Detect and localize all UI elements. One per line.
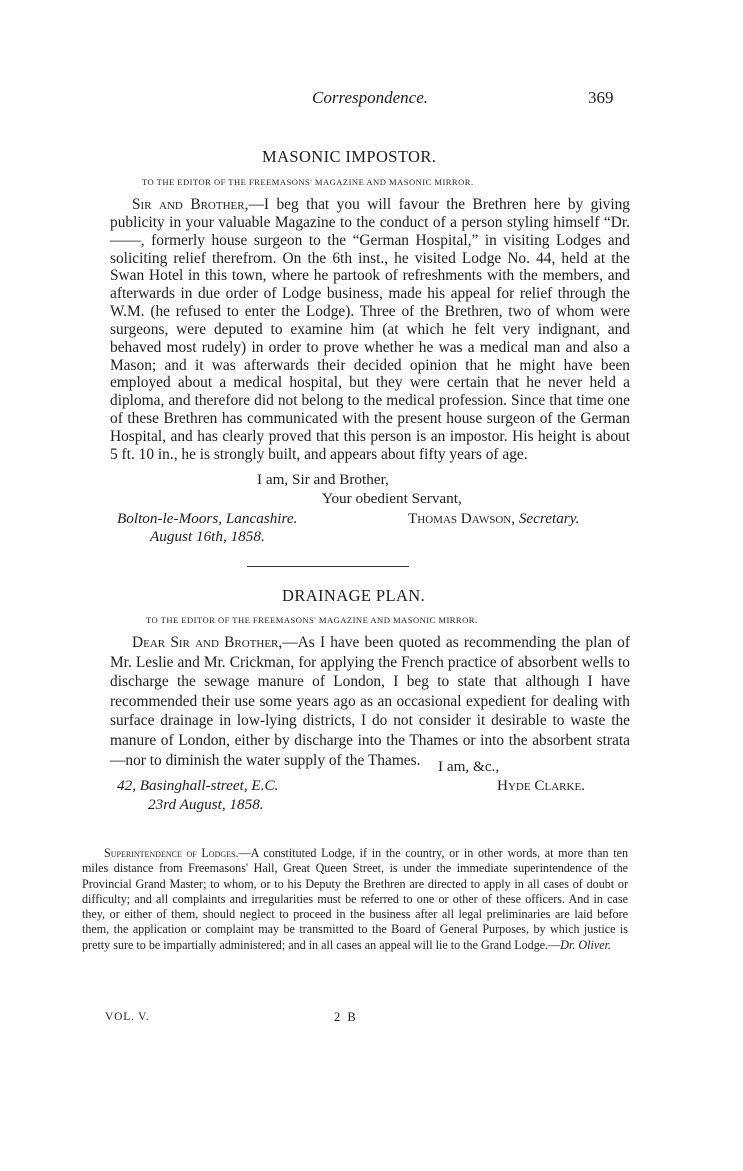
salutation: Sir and Brother, [132, 196, 249, 213]
letter-address: 42, Basinghall-street, E.C. [117, 777, 279, 794]
signer-name: Hyde Clarke. [497, 777, 585, 794]
letter-place: Bolton-le-Moors, Lancashire. [117, 510, 298, 527]
letter-date: 23rd August, 1858. [148, 796, 264, 813]
article-body [110, 196, 630, 464]
signer-name: Thomas Dawson, [408, 510, 516, 527]
article-subheading: TO THE EDITOR OF THE FREEMASONS' MAGAZINE AND MASONIC MIRROR. [146, 615, 478, 625]
volume-label: VOL. V. [105, 1011, 150, 1023]
footnote-attribution: Dr. Oliver. [560, 937, 611, 952]
closing-line-1: I am, Sir and Brother, [257, 471, 389, 488]
footnote-lead: Superintendence of Lodges. [104, 846, 239, 860]
signer [408, 510, 579, 528]
section-divider [247, 566, 409, 567]
signer-title: Secretary. [518, 510, 580, 527]
footnote-body: —A constituted Lodge, if in the country, or in other words, at more than ten miles distance from Freemasons' Hall, Great Queen Street, is under the immediate superintendence of the Provincial Grand Master; to whom, or to his Deputy the Brethren are directed to apply in all cases of doubt or difficulty; and all complaints and irregularities must be referred to one or other of these officers. And in case they, or either of them, should neglect to proceed in the business after all legal preliminaries are laid before them, the application or complaint may be transmitted to the Board of General Purposes, by which justice is pretty sure to be impartially administered; and in all cases an appeal will lie to the Grand Lodge.— [82, 846, 628, 952]
body-text: —I beg that you will favour the Brethren here by giving publicity in your valuable Magazine to the conduct of a person styling himself “Dr. ——, formerly house surgeon to the “German Hospital,” in visiting Lodges and soliciting relief therefrom. On the 6th inst., he visited Lodge No. 44, held at the Swan Hotel in this town, where he partook of refreshments with the members, and afterwards in due order of Lodge business, made his appeal for relief through the W.M. (he refused to enter the Lodge). Three of the Brethren, two of whom were surgeons, were deputed to examine him (at which he felt very indignant, and behaved most rudely) in order to prove whether he was a medical man and also a Mason; and it was afterwards their decided opinion that he might have been employed about a medical hospital, but they were certain that he never held a diploma, and therefore did not belong to the medical profession. Since that time one of these Brethren has communicated with the present house surgeon of the German Hospital, and has clearly proved that this person is an impostor. His height is about 5 ft. 10 in., he is strongly built, and appears about fifty years of age. [110, 196, 631, 463]
closing-line-2: Your obedient Servant, [322, 490, 462, 507]
signature-mark: 2 B [334, 1010, 358, 1024]
letter-date: August 16th, 1858. [150, 528, 265, 545]
page-number: 369 [588, 88, 614, 107]
footnote [82, 846, 628, 953]
article-title-drainage-plan: DRAINAGE PLAN. [282, 586, 426, 605]
closing-line: I am, &c., [438, 758, 500, 775]
salutation: Dear Sir and Brother, [132, 634, 283, 651]
running-header-title: Correspondence. [312, 88, 428, 107]
body-text: —As I have been quoted as recommending the plan of Mr. Leslie and Mr. Crickman, for applying the French practice of absorbent wells to discharge the sewage manure of London, I beg to state that although I have recommended their use some years ago as an occasional expedient for dealing with surface drainage in low-lying districts, I do not consider it desirable to waste the manure of London, either by discharge into the Thames or into the absorbent strata—nor to diminish the water supply of the Thames. [110, 634, 630, 769]
article-subheading: TO THE EDITOR OF THE FREEMASONS' MAGAZINE AND MASONIC MIRROR. [142, 177, 474, 187]
article-body [110, 633, 630, 770]
article-title-masonic-impostor: MASONIC IMPOSTOR. [262, 147, 437, 166]
